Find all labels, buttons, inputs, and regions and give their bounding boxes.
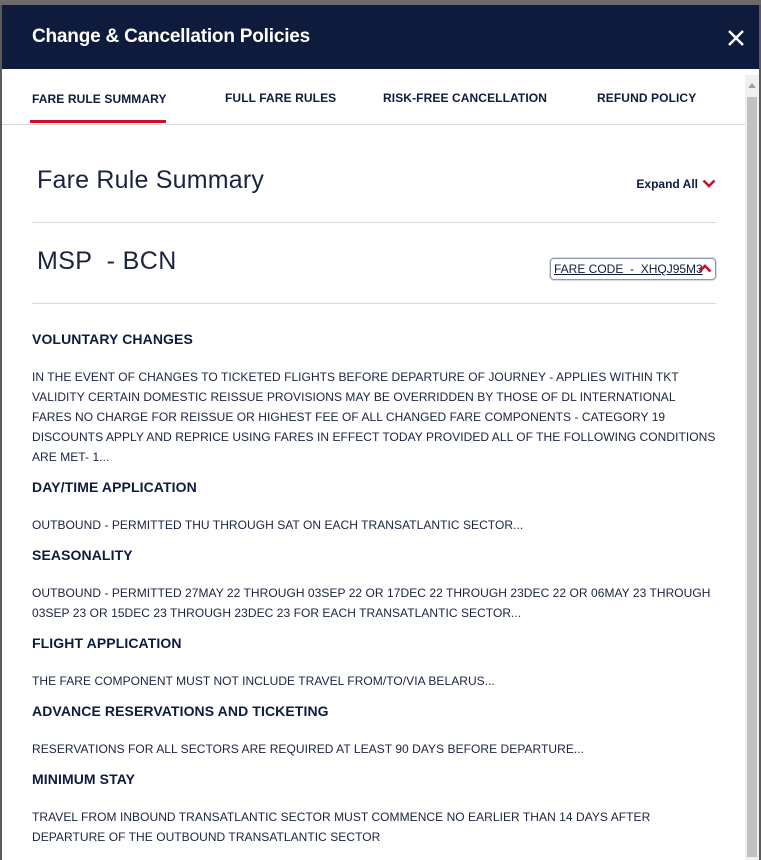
- section-title: Fare Rule Summary: [37, 166, 265, 194]
- chevron-up-icon: [698, 264, 712, 273]
- modal-content: [32, 124, 716, 859]
- rule-heading: FLIGHT APPLICATION: [32, 635, 182, 651]
- fare-code-text: [554, 262, 703, 276]
- rule-minimum-stay: [32, 771, 716, 847]
- rule-heading: ADVANCE RESERVATIONS AND TICKETING: [32, 703, 329, 719]
- rule-text: TRAVEL FROM INBOUND TRANSATLANTIC SECTOR MUST COMMENCE NO EARLIER THAN 14 DAYS AFTER DEPARTURE OF THE OUTBOUND TRANSATLANTIC SECTOR: [32, 810, 651, 844]
- rule-text: OUTBOUND - PERMITTED 27MAY 22 THROUGH 03SEP 22 OR 17DEC 22 THROUGH 23DEC 22 OR 06MAY 23 THROUGH 03SEP 23 OR 15DEC 23 THROUGH 23DEC 23 FOR EACH TRANSATLANTIC SECTOR...: [32, 586, 711, 620]
- expand-all-button[interactable]: [636, 177, 716, 191]
- rule-text: IN THE EVENT OF CHANGES TO TICKETED FLIGHTS BEFORE DEPARTURE OF JOURNEY - APPLIES WITHIN TKT VALIDITY CERTAIN DOMESTIC REISSUE PROVISIONS MAY BE OVERRIDDEN BY THOSE OF DL INTERNATIONAL FARES NO CHARGE FOR REISSUE OR HIGHEST FEE OF ALL CHANGED FARE COMPONENTS - CATEGORY 19 DISCOUNTS APPLY AND REPRICE USING FARES IN EFFECT TODAY PROVIDED ALL OF THE FOLLOWING CONDITIONS ARE MET- 1...: [32, 370, 716, 464]
- rule-heading: MINIMUM STAY: [32, 771, 136, 787]
- rules-list: [32, 304, 716, 847]
- rule-flight-application: [32, 635, 716, 691]
- fare-code-toggle[interactable]: [550, 258, 716, 280]
- policies-modal: [2, 5, 759, 860]
- tab-refund-policy[interactable]: REFUND POLICY: [597, 91, 697, 105]
- tab-risk-free-cancellation[interactable]: RISK-FREE CANCELLATION: [383, 91, 547, 105]
- route-header: [32, 223, 716, 304]
- tab-full-fare-rules[interactable]: FULL FARE RULES: [225, 91, 337, 105]
- rule-voluntary-changes: [32, 331, 716, 467]
- rule-heading: VOLUNTARY CHANGES: [32, 331, 193, 347]
- rule-advance-reservations: [32, 703, 716, 759]
- rule-text: THE FARE COMPONENT MUST NOT INCLUDE TRAVEL FROM/TO/VIA BELARUS...: [32, 674, 495, 688]
- chevron-down-icon: [702, 179, 716, 188]
- rule-day-time-application: [32, 479, 716, 535]
- rule-text: OUTBOUND - PERMITTED THU THROUGH SAT ON EACH TRANSATLANTIC SECTOR...: [32, 518, 524, 532]
- expand-all-label: Expand All: [636, 177, 698, 191]
- rule-seasonality: [32, 547, 716, 623]
- active-tab-indicator: [30, 120, 166, 123]
- fare-code-value: XHQJ95M3: [640, 262, 703, 276]
- route-title: MSP - BCN: [37, 247, 177, 275]
- rule-text: RESERVATIONS FOR ALL SECTORS ARE REQUIRED AT LEAST 90 DAYS BEFORE DEPARTURE...: [32, 742, 585, 756]
- fare-code-separator: -: [630, 262, 635, 276]
- modal-header: [2, 5, 759, 69]
- tab-fare-rule-summary[interactable]: FARE RULE SUMMARY: [32, 92, 167, 106]
- scrollbar-thumb[interactable]: [747, 97, 757, 857]
- fare-code-label: FARE CODE: [554, 262, 624, 276]
- scrollbar[interactable]: [745, 75, 759, 860]
- close-icon[interactable]: [725, 27, 747, 49]
- modal-title: Change & Cancellation Policies: [32, 26, 311, 47]
- summary-header: [32, 124, 716, 223]
- rule-heading: SEASONALITY: [32, 547, 133, 563]
- tab-bar: [2, 69, 759, 125]
- scroll-up-arrow-icon[interactable]: [748, 83, 756, 88]
- rule-heading: DAY/TIME APPLICATION: [32, 479, 197, 495]
